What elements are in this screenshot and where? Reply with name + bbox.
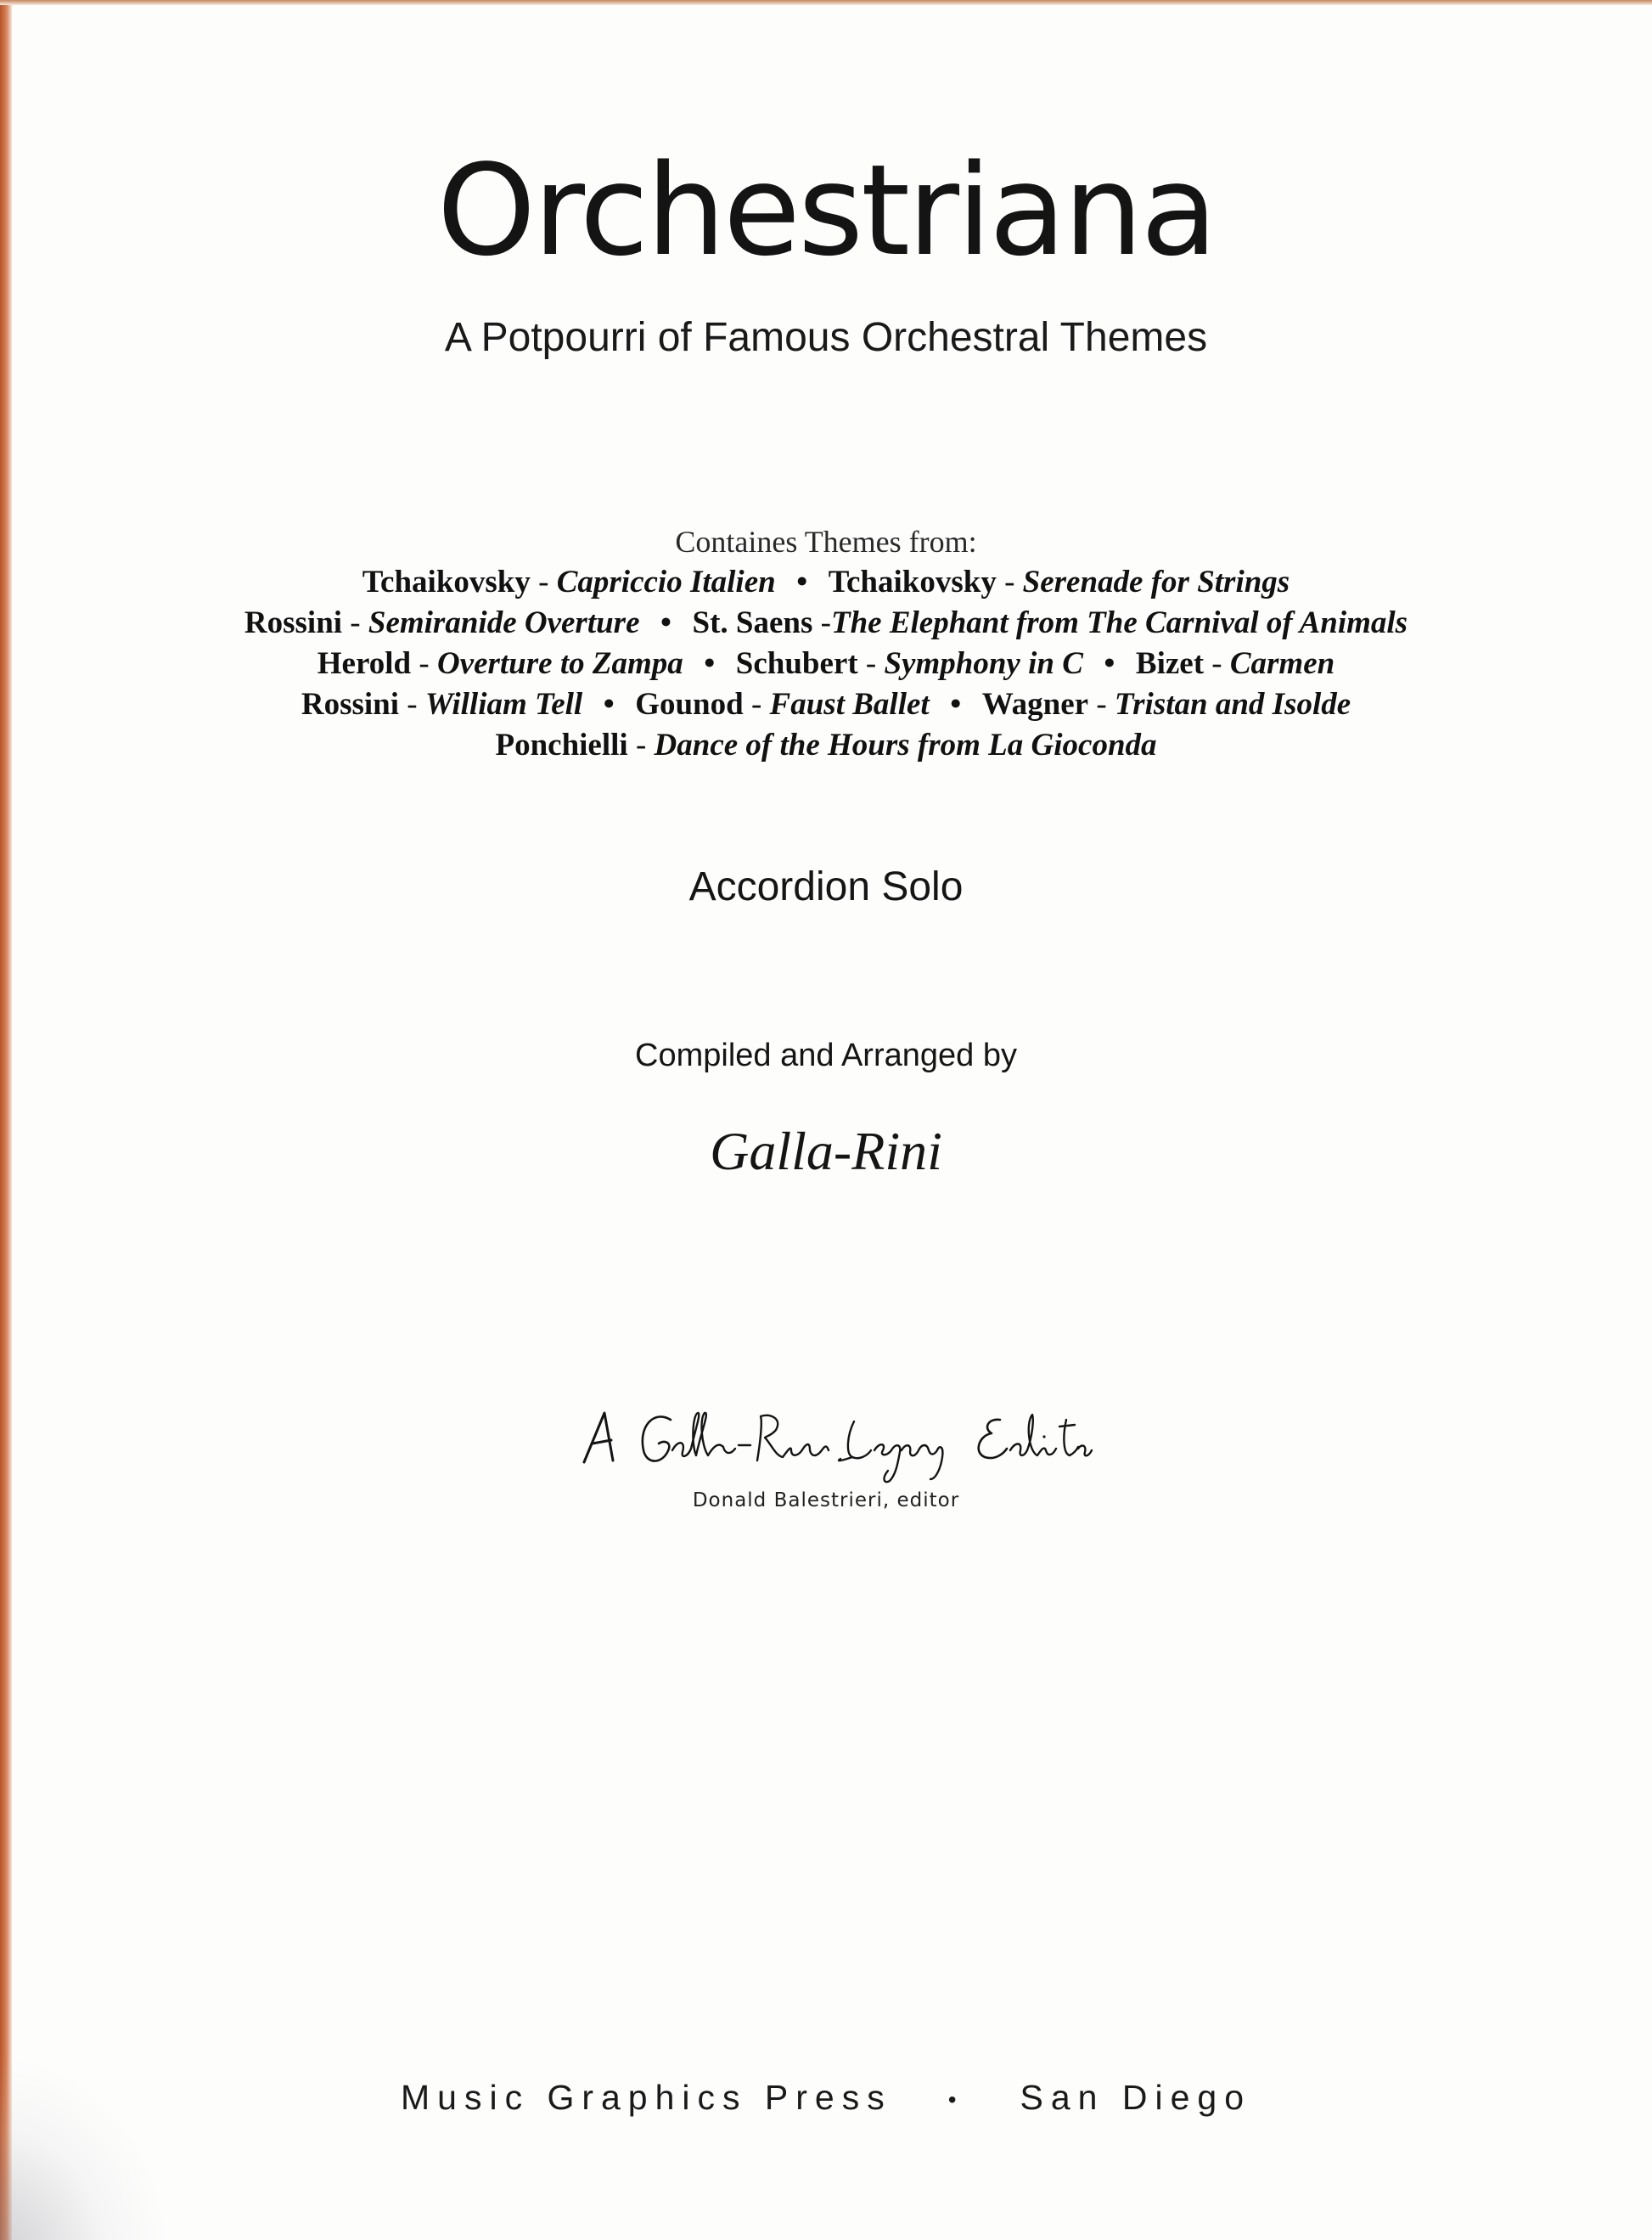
theme-line xyxy=(0,562,1652,603)
work-title: Overture to Zampa xyxy=(436,646,683,681)
composer-name: Ponchielli xyxy=(495,728,628,763)
bullet-separator: • xyxy=(660,605,671,640)
bullet-separator: • xyxy=(796,565,808,599)
composer-name: Schubert xyxy=(735,646,858,681)
dash-separator: - xyxy=(342,605,368,640)
publisher-name: Music Graphics Press xyxy=(401,2078,892,2117)
work-title: Capriccio Italien xyxy=(556,565,776,599)
work-title: Serenade for Strings xyxy=(1022,565,1290,599)
dash-separator: - xyxy=(996,565,1023,599)
theme-line xyxy=(0,725,1652,766)
dash-separator: - xyxy=(812,605,831,640)
composer-name: St. Saens xyxy=(692,605,813,640)
composer-name: Tchaikovsky xyxy=(828,565,997,599)
publisher-separator: • xyxy=(947,2086,964,2113)
dash-separator: - xyxy=(857,646,885,681)
composer-name: Rossini xyxy=(301,687,399,722)
editor-note: Donald Balestrieri, editor xyxy=(692,1489,960,1511)
legacy-edition-signature xyxy=(569,1401,1095,1494)
theme-line xyxy=(0,684,1652,725)
composer-name: Gounod xyxy=(635,687,744,722)
instrument-label: Accordion Solo xyxy=(688,864,964,909)
book-top-edge xyxy=(0,0,1652,5)
dash-separator: - xyxy=(1088,687,1115,722)
page-subtitle: A Potpourri of Famous Orchestral Themes xyxy=(444,315,1208,360)
work-title: Symphony in C xyxy=(884,646,1083,681)
dash-separator: - xyxy=(530,565,557,599)
dash-separator: - xyxy=(627,728,655,763)
composer-name: Rossini xyxy=(244,605,343,640)
work-title: William Tell xyxy=(424,687,583,722)
work-title: Tristan and Isolde xyxy=(1114,687,1351,722)
bullet-separator: • xyxy=(950,687,962,722)
themes-list xyxy=(0,562,1652,766)
composer-name: Herold xyxy=(317,646,412,681)
bullet-separator: • xyxy=(603,687,615,722)
work-title: Faust Ballet xyxy=(769,687,930,722)
composer-name: Wagner xyxy=(981,687,1089,722)
dash-separator: - xyxy=(411,646,437,681)
composer-name: Tchaikovsky xyxy=(362,565,531,599)
work-title: Dance of the Hours from La Gioconda xyxy=(654,728,1157,763)
themes-intro: Containes Themes from: xyxy=(675,525,977,559)
arranger-name: Galla-Rini xyxy=(710,1121,942,1181)
page-title: Orchestriana xyxy=(436,138,1216,284)
dash-separator: - xyxy=(743,687,770,722)
theme-line xyxy=(0,603,1652,644)
dash-separator: - xyxy=(399,687,425,722)
work-title: Carmen xyxy=(1229,646,1335,681)
dash-separator: - xyxy=(1204,646,1230,681)
publisher-city: San Diego xyxy=(1020,2078,1251,2117)
compiled-by-label: Compiled and Arranged by xyxy=(635,1038,1017,1073)
publisher-line xyxy=(0,2074,1652,2124)
composer-name: Bizet xyxy=(1135,646,1205,681)
bullet-separator: • xyxy=(704,646,716,681)
work-title: The Elephant from The Carnival of Animals xyxy=(830,605,1408,640)
theme-line xyxy=(0,644,1652,684)
bullet-separator: • xyxy=(1104,646,1115,681)
work-title: Semiranide Overture xyxy=(368,605,640,640)
